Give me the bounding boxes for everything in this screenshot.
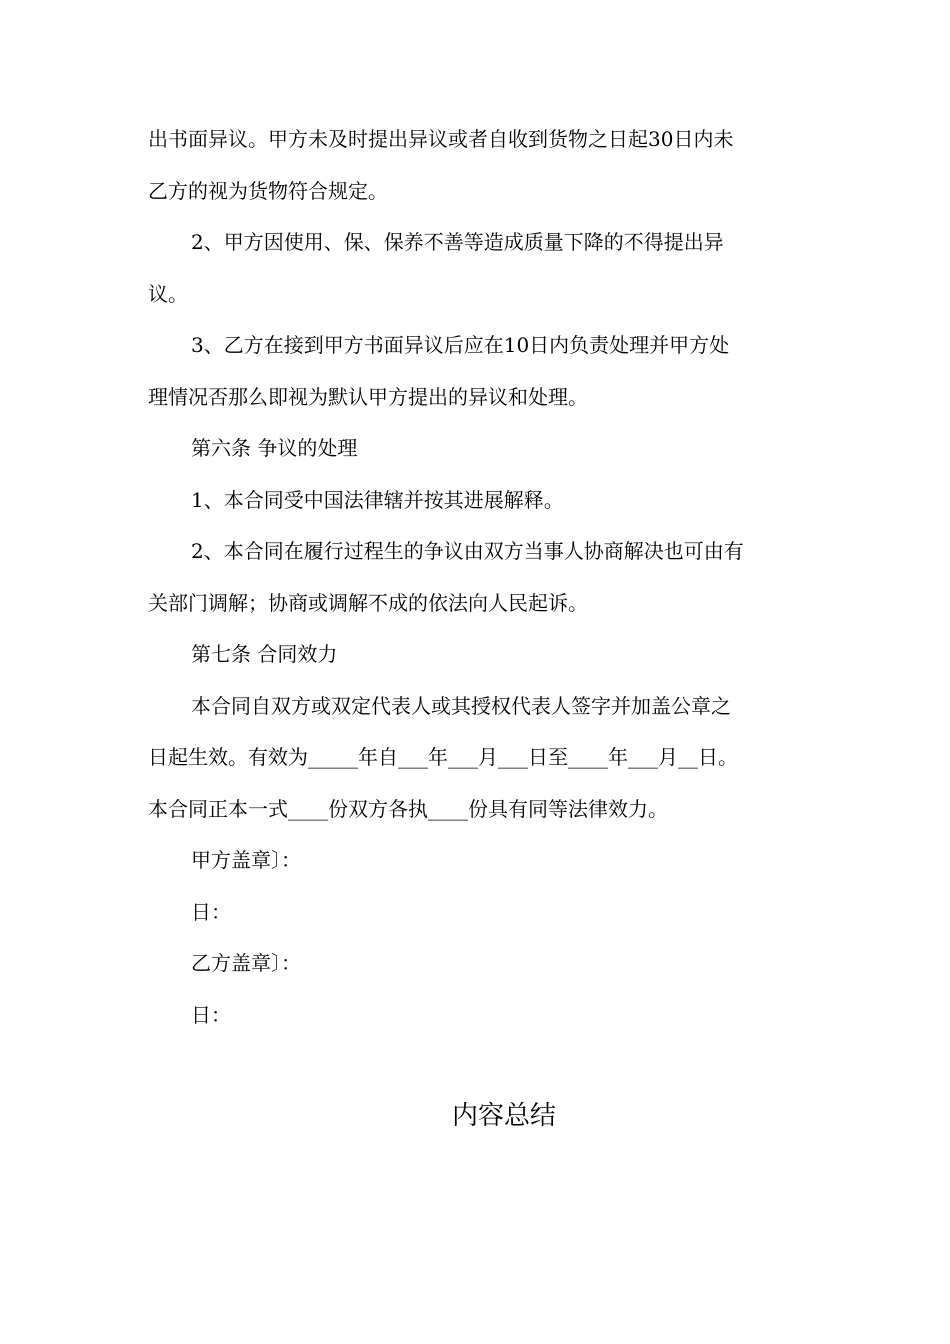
body-line: 出书面异议。甲方未及时提出异议或者自收到货物之日起30日内未 (148, 127, 734, 151)
body-line: 2、本合同在履行过程生的争议由双方当事人协商解决也可由有 (191, 539, 744, 563)
document-body (148, 114, 808, 1041)
body-line: 1、本合同受中国法律辖并按其进展解释。 (191, 487, 564, 512)
party-b-date-label: 日： (191, 1002, 231, 1027)
body-line: 本合同正本一式____份双方各执____份具有同等法律效力。 (148, 796, 668, 821)
body-line: 乙方的视为货物符合规定。 (148, 178, 388, 203)
body-line: 议。 (148, 281, 188, 306)
section-heading-validity: 第七条 合同效力 (191, 642, 338, 666)
body-line: 2、甲方因使用、保、保养不善等造成质量下降的不得提出异 (191, 230, 724, 254)
party-b-seal-label: 乙方盖章〕： (191, 951, 301, 975)
body-line: 关部门调解；协商或调解不成的依法向人民起诉。 (148, 590, 588, 615)
body-line: 日起生效。有效为_____年自___年___月___日至____年___月__日。 (148, 745, 738, 769)
party-a-date-label: 日： (191, 899, 231, 924)
body-line: 理情况否那么即视为默认甲方提出的异议和处理。 (148, 384, 588, 409)
party-a-seal-label: 甲方盖章〕： (191, 848, 301, 872)
body-line: 3、乙方在接到甲方书面异议后应在10日内负责处理并甲方处 (191, 333, 730, 357)
section-heading-dispute: 第六条 争议的处理 (191, 436, 358, 460)
summary-title: 内容总结 (451, 1101, 556, 1131)
body-line: 本合同自双方或双定代表人或其授权代表人签字并加盖公章之 (191, 693, 731, 718)
